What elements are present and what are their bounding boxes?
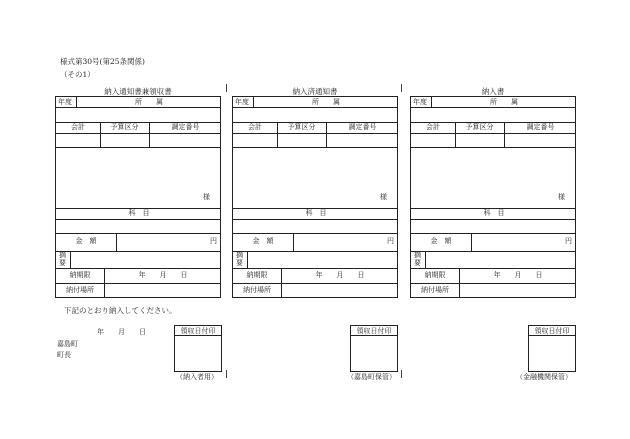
assess-label: 調定番号 [348, 123, 377, 131]
year-label: 年度 [58, 98, 72, 106]
stamp-box [174, 336, 222, 372]
yen-label: 円 [387, 237, 394, 245]
tekiyo-label-1: 摘 [59, 251, 66, 259]
deadline-label: 納期限 [424, 271, 446, 279]
place-label: 納付場所 [66, 286, 94, 294]
yen-label: 円 [565, 237, 572, 245]
amount-label: 金 額 [430, 237, 452, 245]
form-title: 納入書 [481, 87, 505, 96]
stamp-box [528, 336, 576, 372]
budget-label: 予算区分 [110, 123, 139, 131]
keep-label: （金融機関保管） [516, 373, 572, 381]
sama-label: 様 [558, 193, 565, 201]
subject-label: 科 目 [305, 209, 327, 217]
column-separator [401, 370, 402, 378]
accounting-label: 会計 [248, 123, 262, 131]
dept-label: 所 属 [135, 98, 163, 106]
assess-label: 調定番号 [171, 123, 200, 131]
tekiyo-label-1: 摘 [236, 251, 243, 259]
assess-label: 調定番号 [526, 123, 555, 131]
dept-label: 所 属 [312, 98, 340, 106]
mayor-title: 町長 [57, 351, 71, 359]
notice-text: 下記のとおり納入してください。 [64, 306, 177, 315]
issue-date: 年 月 日 [97, 328, 146, 336]
accounting-label: 会計 [426, 123, 440, 131]
town-name: 嘉島町 [57, 340, 78, 348]
place-label: 納付場所 [243, 286, 271, 294]
column-separator [226, 370, 227, 378]
sama-label: 様 [380, 193, 387, 201]
keep-label: （嘉島町保管） [347, 373, 396, 381]
yen-label: 円 [210, 237, 217, 245]
tekiyo-label-2: 要 [236, 259, 243, 267]
sama-label: 様 [203, 193, 210, 201]
tekiyo-label-2: 要 [59, 259, 66, 267]
deadline-date: 年 月 日 [315, 271, 365, 279]
deadline-date: 年 月 日 [138, 271, 188, 279]
form-box [232, 96, 398, 298]
form-number: 様式第30号(第25条関係) [60, 57, 145, 66]
stamp-label: 領収日付印 [528, 325, 576, 336]
budget-label: 予算区分 [465, 123, 494, 131]
deadline-label: 納期限 [246, 271, 268, 279]
deadline-date: 年 月 日 [493, 271, 543, 279]
form-title: 納入済通知書 [292, 87, 338, 96]
stamp-label: 領収日付印 [350, 325, 398, 336]
subject-label: 科 目 [128, 209, 150, 217]
budget-label: 予算区分 [287, 123, 316, 131]
stamp-box [350, 336, 398, 372]
amount-label: 金 額 [252, 237, 274, 245]
stamp-label: 領収日付印 [174, 325, 222, 336]
form-title: 納入通知書兼領収書 [104, 87, 172, 96]
place-label: 納付場所 [421, 286, 449, 294]
form-box [410, 96, 576, 298]
year-label: 年度 [413, 98, 427, 106]
tekiyo-label-1: 摘 [414, 251, 421, 259]
keep-label: （納入者用） [176, 373, 218, 381]
deadline-label: 納期限 [69, 271, 91, 279]
accounting-label: 会計 [71, 123, 85, 131]
column-separator [226, 84, 227, 92]
subject-label: 科 目 [483, 209, 505, 217]
column-separator [401, 84, 402, 92]
amount-label: 金 額 [75, 237, 97, 245]
form-subtitle: （その1） [60, 70, 95, 79]
tekiyo-label-2: 要 [414, 259, 421, 267]
form-box [55, 96, 221, 298]
dept-label: 所 属 [490, 98, 518, 106]
year-label: 年度 [235, 98, 249, 106]
